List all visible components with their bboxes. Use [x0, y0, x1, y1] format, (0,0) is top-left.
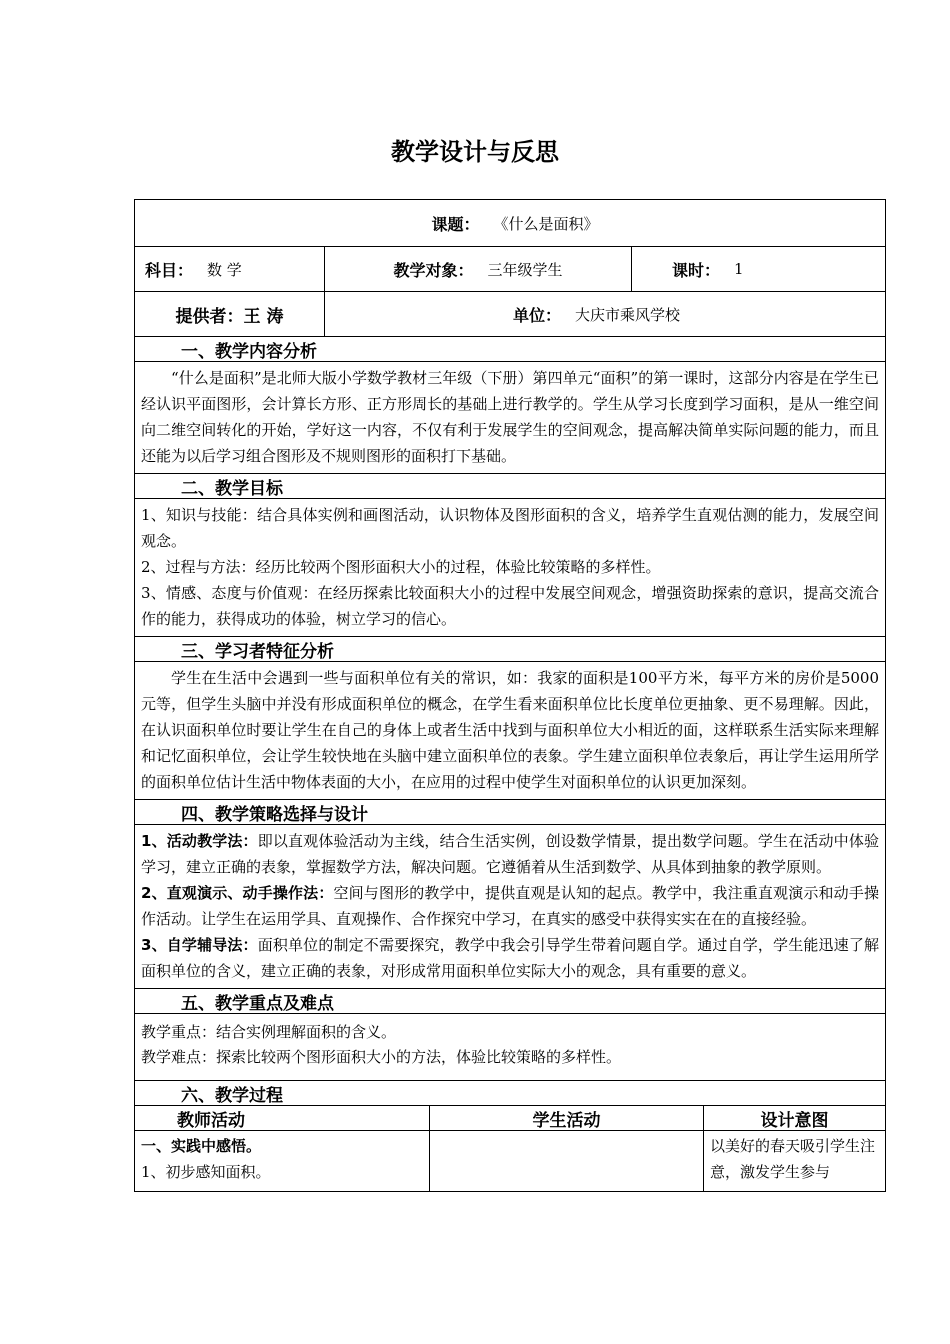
strategy-item: [141, 880, 879, 932]
subject-label: 科目：: [145, 260, 194, 280]
goal-item: 3、情感、态度与价值观：在经历探索比较面积大小的过程中发展空间观念，增强资助探索的意识，提高交流合作的能力，获得成功的体验，树立学习的信心。: [141, 584, 879, 628]
subject-value: 数 学: [207, 260, 242, 279]
meta-row: [135, 247, 885, 292]
strategy-text: 空间与图形的教学中，提供直观是认知的起点。教学中，我注重直观演示和动手操作活动。让学生在运用学具、直观操作、合作探究中学习，在真实的感受中获得实实在在的直接经验。: [141, 884, 879, 928]
strategy-label: 2、直观演示、动手操作法：: [141, 884, 334, 902]
goal-item: 1、知识与技能：结合具体实例和画图活动，认识物体及图形面积的含义，培养学生直观估测的能力，发展空间观念。: [141, 506, 879, 550]
process-row: [135, 1131, 885, 1191]
section-heading-process: 六、教学过程: [135, 1081, 885, 1106]
section-body-goals: [135, 499, 885, 637]
design-intent-text: 以美好的春天吸引学生注意，激发学生参与: [710, 1137, 876, 1181]
col-student: 学生活动: [429, 1106, 703, 1130]
learner-analysis-text: 学生在生活中会遇到一些与面积单位有关的常识，如：我家的面积是100平方米，每平方米的房价是5000元等，但学生头脑中并没有形成面积单位的概念，在学生看来面积单位比长度单位更抽象、更不易理解。因此，在认识面积单位时要让学生在自己的身体上或者生活中找到与面积单位大小相近的面，这样联系生活实际来理解和记忆面积单位，会让学生较快地在头脑中建立面积单位的表象。学生建立面积单位表象后，再让学生运用所学的面积单位估计生活中物体表面的大小，在应用的过程中使学生对面积单位的认识更加深刻。: [141, 669, 879, 791]
hours-value: 1: [734, 260, 744, 278]
lesson-plan-table: [134, 199, 886, 1192]
strategy-item: [141, 932, 879, 984]
strategy-label: 1、活动教学法：: [141, 832, 258, 850]
strategy-item: [141, 828, 879, 880]
section-body-key-points: [135, 1014, 885, 1081]
section-heading-strategy: 四、教学策略选择与设计: [135, 800, 885, 825]
key-point-item: 教学重点：结合实例理解面积的含义。: [141, 1023, 397, 1041]
lesson-value: 《什么是面积》: [493, 214, 599, 233]
page-title: 教学设计与反思: [391, 138, 559, 166]
unit-cell: [324, 292, 885, 336]
target-label: 教学对象：: [393, 260, 474, 280]
section-body-learner-analysis: [135, 662, 885, 800]
teacher-activity-step: 一、实践中感悟。: [141, 1137, 262, 1155]
section-heading-key-points: 五、教学重点及难点: [135, 989, 885, 1014]
key-point-item: 教学难点：探索比较两个图形面积大小的方法，体验比较策略的多样性。: [141, 1048, 622, 1066]
section-body-content-analysis: [135, 362, 885, 474]
design-intent-cell: [703, 1131, 885, 1191]
subject-cell: [135, 247, 324, 291]
col-teacher: 教师活动: [177, 1110, 245, 1131]
student-activity-cell: [429, 1131, 703, 1191]
process-header-row: [135, 1106, 885, 1131]
lesson-row: [135, 200, 885, 247]
unit-value: 大庆市乘风学校: [575, 305, 681, 324]
provider-row: [135, 292, 885, 337]
unit-label: 单位：: [513, 305, 562, 325]
hours-label: 课时：: [672, 260, 721, 280]
goal-item: 2、过程与方法：经历比较两个图形面积大小的过程，体验比较策略的多样性。: [141, 558, 661, 576]
lesson-label: 课题：: [431, 214, 480, 234]
target-value: 三年级学生: [487, 260, 563, 279]
content-analysis-text: “什么是面积”是北师大版小学数学教材三年级（下册）第四单元“面积”的第一课时，这部分内容是在学生已经认识平面图形，会计算长方形、正方形周长的基础上进行教学的。学生从学习长度到学习面积，是从一维空间向二维空间转化的开始，学好这一内容，不仅有利于发展学生的空间观念，提高解决简单实际问题的能力，而且还能为以后学习组合图形及不规则图形的面积打下基础。: [141, 369, 879, 465]
teacher-activity-step: 1、初步感知面积。: [141, 1163, 271, 1181]
section-heading-content-analysis: 一、教学内容分析: [135, 337, 885, 362]
section-heading-goals: 二、教学目标: [135, 474, 885, 499]
target-cell: [324, 247, 631, 291]
section-heading-learner-analysis: 三、学习者特征分析: [135, 637, 885, 662]
teacher-activity-cell: [135, 1131, 429, 1191]
section-body-strategy: [135, 825, 885, 989]
strategy-text: 即以直观体验活动为主线，结合生活实例，创设数学情景，提出数学问题。学生在活动中体验学习，建立正确的表象，掌握数学方法，解决问题。它遵循着从生活到数学、从具体到抽象的教学原则。: [141, 832, 879, 876]
hours-cell: [631, 247, 885, 291]
provider-cell: 提供者：王 涛: [175, 306, 284, 327]
strategy-label: 3、自学辅导法：: [141, 936, 258, 954]
strategy-text: 面积单位的制定不需要探究，教学中我会引导学生带着问题自学。通过自学，学生能迅速了解面积单位的含义，建立正确的表象，对形成常用面积单位实际大小的观念，具有重要的意义。: [141, 936, 879, 980]
col-intent: 设计意图: [703, 1106, 885, 1130]
lesson-cell: [135, 200, 885, 246]
